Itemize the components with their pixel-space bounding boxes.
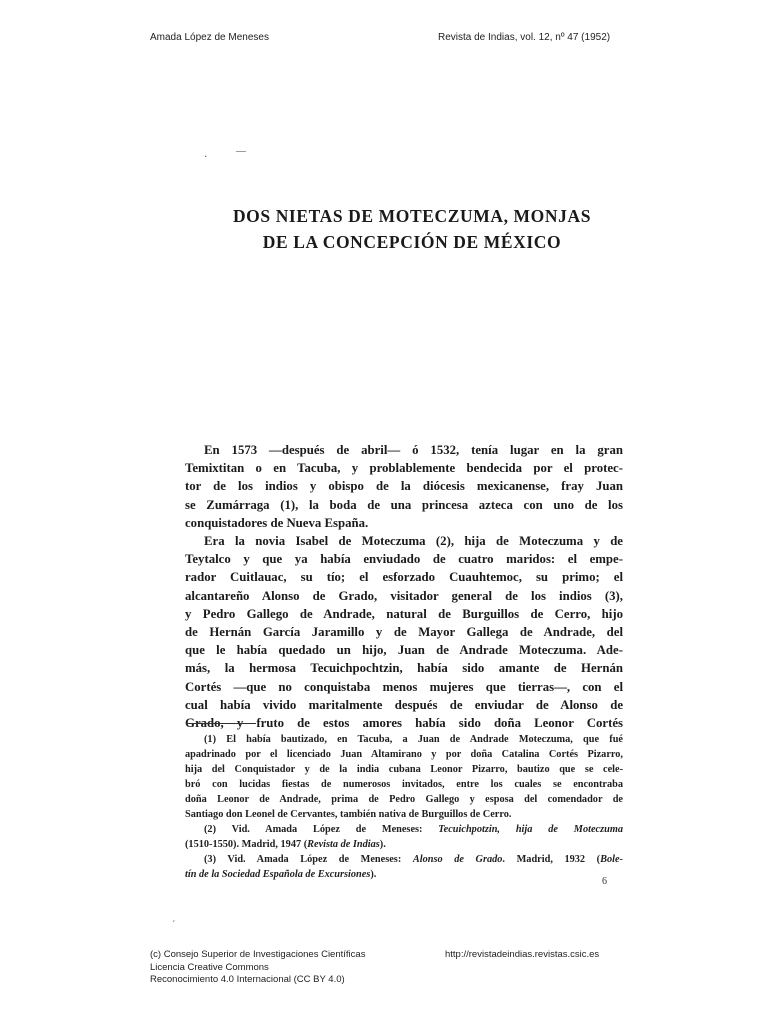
body-line: que le había quedado un hijo, Juan de Andrade Moteczuma. Ade- (185, 643, 623, 658)
body-line: Cortés —que no conquistaba menos mujeres que tierras—, con el (185, 679, 623, 694)
footnote-2-close: ). (379, 839, 386, 850)
title-line: DOS NIETAS DE MOTECZUMA, MONJAS (232, 206, 592, 226)
footnote-1-line: (1) El había bautizado, en Tacuba, a Juan de Andrade Moteczuma, que fué (204, 734, 623, 745)
license-notice (150, 949, 365, 987)
journal-url-link[interactable]: http://revistadeindias.revistas.csic.es (445, 949, 600, 960)
footnote-3-close: ). (370, 869, 377, 880)
running-header-author: Amada López de Meneses (150, 32, 269, 43)
page-number: 6 (602, 876, 607, 887)
running-header-journal: Revista de Indias, vol. 12, nº 47 (1952) (438, 32, 611, 43)
footnote-1-line: apadrinado por el licenciado Juan Altamirano y por doña Catalina Cortés Pizarro, (185, 749, 623, 760)
footnote-2-line-2 (185, 837, 623, 852)
footnote-3-series: Bole- (600, 854, 623, 865)
footnote-1-line: doña Leonor de Andrade, prima de Pedro Gallego y esposa del comendador de (185, 794, 623, 805)
footnote-2-journal: Revista de Indias (307, 839, 380, 850)
body-line: Teytalco y que ya había enviudado de cuatro maridos: el empe- (185, 552, 623, 567)
footnotes (185, 732, 623, 882)
footnote-3-series-cont: tín de la Sociedad Española de Excursiones (185, 869, 371, 880)
body-line: rador Cuitlauac, su tío; el esforzado Cuauhtemoc, su primo; el (185, 570, 623, 585)
body-line: Era la novia Isabel de Moteczuma (2), hija de Moteczuma y de (204, 534, 623, 549)
body-line: conquistadores de Nueva España. (185, 515, 369, 530)
scan-tick: ˊ (172, 920, 176, 931)
license-line: (c) Consejo Superior de Investigaciones Científicas (150, 949, 366, 960)
footnote-3-citation: (3) Vid. Amada López de Meneses: (204, 854, 402, 865)
footnote-3-line-2 (185, 867, 623, 882)
footnote-2-work-title: Tecuichpotzin, hija de Moteczuma (438, 824, 624, 835)
footnote-2 (185, 822, 623, 837)
footnote-separator (186, 723, 256, 724)
body-line: tor de los indios y obispo de la diócesis mexicanense, fray Juan (185, 479, 623, 494)
body-line: En 1573 —después de abril— ó 1532, tenía lugar en la gran (204, 443, 623, 457)
footnote-2-imprint: (1510-1550). Madrid, 1947 ( (185, 839, 308, 850)
scan-dash: — (236, 146, 246, 157)
footnote-1-line: bró con lucidas fiestas de numerosos invitados, entre los cuales se encontraba (185, 779, 623, 790)
body-line: Temixtitan o en Tacuba, y problablemente bendecida por el protec- (185, 461, 623, 476)
body-line: alcantareño Alonso de Grado, visitador general de los indios (3), (185, 588, 623, 603)
license-line: Reconocimiento 4.0 Internacional (CC BY 4.0) (150, 974, 345, 985)
body-line: más, la hermosa Tecuichpochtzin, había sido amante de Hernán (185, 661, 623, 676)
license-line: Licencia Creative Commons (150, 961, 269, 973)
footnote-3 (185, 852, 623, 867)
title-line: DE LA CONCEPCIÓN DE MÉXICO (262, 232, 562, 252)
footnote-2-citation: (2) Vid. Amada López de Meneses: (204, 824, 423, 835)
footnote-3-work-title: Alonso de Grado (412, 854, 503, 865)
article-body (185, 441, 623, 732)
article-title (180, 203, 644, 255)
body-line: y Pedro Gallego de Andrade, natural de Burguillos de Cerro, hijo (185, 606, 623, 621)
footnote-1-line: Santiago don Leonel de Cervantes, también nativa de Burguillos de Cerro. (185, 809, 512, 820)
scan-speck: · (204, 152, 208, 163)
body-line: Grado, y fruto de estos amores había sido doña Leonor Cortés (185, 716, 623, 731)
footnote-1-line: hija del Conquistador y de la india cubana Leonor Pizarro, bautizo que se cele- (185, 764, 623, 775)
body-line: cual había vivido maritalmente después de enviudar de Alonso de (185, 697, 623, 712)
footnote-3-imprint: . Madrid, 1932 ( (502, 854, 601, 865)
body-line: de Hernán García Jaramillo y de Mayor Gallega de Andrade, del (185, 625, 623, 640)
body-line: se Zumárraga (1), la boda de una princesa azteca con uno de los (185, 497, 623, 512)
